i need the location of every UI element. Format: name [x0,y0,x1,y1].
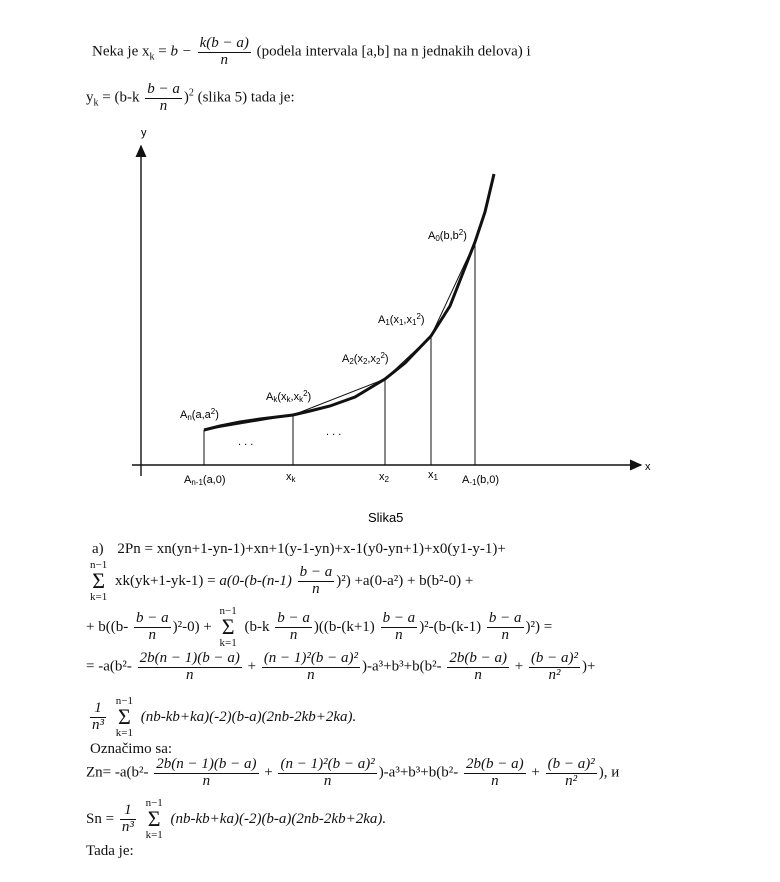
parabola-curve [204,174,494,430]
sum1-top: n−1 [90,559,108,571]
zn-a: Zn= -a(b²- [86,764,149,781]
math-l2-c: )²) +a(0-a²) + b(b²-0) + [336,572,474,589]
sum4-bot: k=1 [145,829,163,842]
zn-f1-den: n [202,772,211,789]
math-line-2 [86,560,473,603]
math-l4-a: = -a(b²- [86,658,132,675]
zn-f2-den: n [323,772,332,789]
tada-line [86,843,134,860]
math-l5-body: (nb-kb+ka)(-2)(b-a)(2nb-2kb+2ka). [140,708,357,725]
sum2-bot: k=1 [219,637,237,650]
math-l3-frac4 [487,611,524,644]
xlabel-x1: x1 [428,469,438,482]
sn-frac [120,803,136,836]
label-An: $An(a,a^2)$ [180,407,219,422]
intro-yk-sub: k [93,97,99,109]
l4-f3-den: n [474,666,482,683]
math-l4-b: )-a³+b³+b(b²- [362,658,442,675]
y-axis-label: y [141,127,147,139]
intro-xk-sub: k [149,51,155,63]
sum1-bot: k=1 [90,591,108,604]
math-l3-frac1 [134,611,171,644]
sn-a: Sn = [86,810,118,827]
math-l3-b: )²-0) + [172,618,216,635]
frac1-denominator: n [220,51,228,68]
l3-frac1-den: n [148,626,157,643]
intro-sup2: 2 [188,87,194,99]
zn-f4-den: n² [565,772,578,789]
intro-xk: Neka je x [92,43,150,60]
sum3-sigma: Σ [117,704,131,730]
sum-symbol-1 [90,560,107,603]
l3-frac1-num: b − a [135,610,169,627]
intro-b-minus: b − [170,43,192,60]
figure-caption: Slika5 [368,510,404,525]
oznacimo-text: Označimo sa: [90,741,173,757]
zn-frac4 [546,757,597,790]
l4-f1-num: 2b(n − 1)(b − a) [139,650,240,666]
zn-f2-num: (n − 1)²(b − a)² [280,756,375,772]
l5-frac-den: n³ [92,716,104,733]
l2-frac-den: n [312,580,320,597]
sn-frac-den: n³ [121,818,134,835]
math-l3-frac2 [275,611,312,644]
zn-f4-num: (b − a)² [547,756,595,772]
math-l4-frac2 [262,651,360,684]
sum3-bot: k=1 [115,727,133,740]
sum-symbol-3 [116,696,133,739]
l3-frac3-den: n [395,626,403,643]
label-Ak: $Ak(xk,xk^2)$ [266,389,312,404]
xlabel-xk: xk [286,471,296,484]
l4-f3-num: 2b(b − a) [449,650,507,666]
sum1-sigma: Σ [92,568,106,594]
l3-frac2-den: n [289,626,298,643]
zn-frac1 [154,757,258,790]
zn-plus1: + [264,764,273,781]
frac2-denominator: n [159,97,168,114]
l2-frac-num: b − a [299,564,333,581]
l3-frac3-num: b − a [382,610,416,627]
xlabel-A-1: A-1(b,0) [462,474,500,487]
math-line-5 [88,696,356,739]
zn-frac3 [464,757,526,790]
math-l3-c: (b-k [244,618,270,635]
dots-left: . . . [238,436,254,448]
x-axis-label: x [645,461,651,473]
l4-f4-num: (b − a)² [530,650,579,666]
frac2-numerator: b − a [147,81,180,97]
math-l2-frac [298,565,335,598]
math-l3-d: )((b-(k+1) [313,618,375,635]
l4-f4-den: n² [548,666,561,683]
sn-body: (nb-kb+ka)(-2)(b-a)(2nb-2kb+2ka). [170,810,387,827]
sum2-sigma: Σ [221,614,235,640]
intro-eq: = [154,43,171,60]
l4-f2-den: n [307,666,315,683]
zn-line [86,757,619,790]
label-A0: $A0(b,b^2)$ [428,228,467,243]
intro-line1-suffix: (podela intervala [a,b] na n jednakih delova) i [256,43,531,60]
math-l3-f: )²) = [525,618,553,635]
xlabel-An-1: An-1(a,0) [184,474,226,487]
intro-line2-suffix: (slika 5) tada je: [193,89,295,106]
zn-f1-num: 2b(n − 1)(b − a) [156,756,257,772]
math-l4-frac4 [529,651,580,684]
math-l2-a: xk(yk+1-yk-1) = [114,572,220,589]
l4-f1-den: n [185,666,194,683]
zn-c: ), и [598,764,620,781]
math-l4-frac3 [447,651,509,684]
l5-frac-num: 1 [90,701,106,718]
sum4-sigma: Σ [147,806,161,832]
intro-yk-eq: = (b-k [98,89,140,106]
label-A1: $A1(x1,x1^2)$ [378,312,425,327]
sum2-top: n−1 [219,605,237,617]
dots-right: . . . [326,426,342,438]
math-l2-b: a(0-(b-(n-1) [219,572,292,589]
l3-frac2-num: b − a [277,610,310,627]
l3-frac4-num: b − a [488,610,522,627]
math-line-4 [86,651,596,684]
sn-line [86,798,386,841]
math-l4-plus2: + [514,658,524,675]
math-l4-frac1 [138,651,242,684]
math-l4-plus1: + [247,658,257,675]
math-l5-frac [90,701,106,734]
part-a-label: a) [92,541,104,557]
zn-plus2: + [531,764,540,781]
math-line-1 [92,541,506,558]
sum3-top: n−1 [115,695,133,707]
math-l3-e: )²-(b-(k-1) [419,618,482,635]
sum-symbol-2 [220,606,237,649]
math-l4-c: )+ [582,658,596,675]
sn-frac-num: 1 [120,803,136,820]
zn-frac2 [278,757,376,790]
zn-f3-den: n [491,772,499,789]
xlabel-x2: x2 [379,471,389,484]
intro-close-paren: ) [183,89,189,106]
frac1-numerator: k(b − a) [199,35,249,51]
math-l3-a: + b((b- [86,618,129,635]
intro-yk: y [86,89,94,106]
math-line-3 [86,606,552,649]
sum-symbol-4 [146,798,163,841]
math-l3-frac3 [381,611,418,644]
sum4-top: n−1 [145,797,163,809]
label-A2: $A2(x2,x2^2)$ [342,351,389,366]
l3-frac4-den: n [501,626,509,643]
tada-text: Tada je: [86,843,134,859]
l4-f2-num: (n − 1)²(b − a)² [263,650,359,666]
zn-b: )-a³+b³+b(b²- [378,764,459,781]
math-2pn: 2Pn = xn(yn+1-yn-1)+xn+1(y-1-yn)+x-1(y0-yn+1)+x0(y1-y-1)+ [117,541,506,557]
zn-f3-num: 2b(b − a) [466,756,524,772]
